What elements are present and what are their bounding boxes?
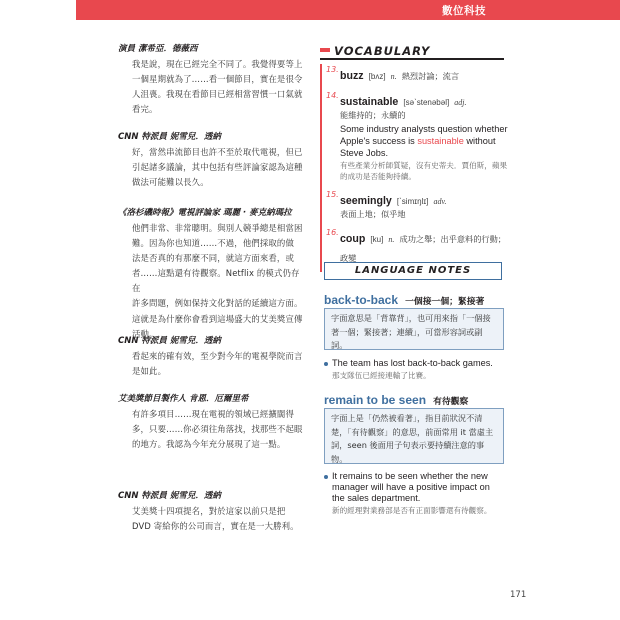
example-sentence: The team has lost back-to-back games. <box>332 358 493 368</box>
vocab-number: 14. <box>326 91 339 100</box>
speech-line: 的地方。我認為今年充分展現了這一點。 <box>132 439 286 450</box>
bullet-icon <box>324 475 328 479</box>
speech-line: 活動。 <box>132 328 158 339</box>
speech-line: 看完。 <box>132 104 158 115</box>
vocabulary-title: VOCABULARY <box>334 44 431 58</box>
section-title: 數位科技 <box>442 5 486 17</box>
pen-icon <box>320 48 330 52</box>
vocab-example-highlight: sustainable <box>417 136 464 146</box>
speaker-name: 《洛杉磯時報》電視評論家 瑪麗 · 麥克納瑪拉 <box>118 208 292 218</box>
page-number: 171 <box>510 590 527 600</box>
speech-text <box>132 57 308 117</box>
vocab-example-text: without Steve Jobs. <box>340 136 496 158</box>
speech-line: 引起諸多議論，其中包括有些評論家認為這種 <box>132 162 303 173</box>
vocab-definition: 熱烈討論；流言 <box>401 71 460 81</box>
phrase-english: back-to-back <box>324 293 399 307</box>
note-phrase <box>324 389 504 408</box>
vocab-definition: 能維持的；永續的 <box>340 110 406 120</box>
vocabulary-header <box>320 42 504 60</box>
speech-line: 許多問題，例如保持文化對話的延續這方面。 <box>132 298 303 309</box>
note-phrase <box>324 289 504 308</box>
phrase-meaning: 有待觀察 <box>433 397 469 407</box>
phrase-english: remain to be seen <box>324 393 427 407</box>
speech-line: 好，當然串流節目也許不至於取代電視，但已 <box>132 147 303 157</box>
vocab-entry <box>326 227 510 265</box>
speech-line: 看起來的確有效，至少對今年的電視學院而言 <box>132 351 303 361</box>
vocab-entry <box>326 90 510 182</box>
speech-line: 難。因為你也知道……不過，他們採取的做 <box>132 238 294 249</box>
phrase-explanation: 字面意思是「背靠背」，也可用來指「一個接著一個；緊接著；連續」，可當形容詞或副詞。 <box>324 308 504 350</box>
vocab-definition: 表面上地；似乎地 <box>340 209 406 219</box>
transcript-block <box>118 334 308 379</box>
vocab-part-of-speech: adj. <box>454 98 467 107</box>
phrase-meaning: 一個接一個；緊接著 <box>405 297 485 307</box>
speech-line: DVD 寄給你的公司而言，實在是一大勝利。 <box>132 521 299 532</box>
speech-text <box>132 504 308 534</box>
transcript-block <box>118 42 308 117</box>
speaker-name: CNN 特派員 妮雪兒．透納 <box>118 336 221 346</box>
vocab-word: sustainable <box>340 96 399 108</box>
header-bar <box>76 0 620 20</box>
speaker-name: 演員 潔希亞．德薇西 <box>118 44 198 54</box>
example-sentence: It remains to be seen whether the new manager will have a positive impact on the sales department. <box>332 471 490 503</box>
speech-line: 有許多項目……現在電視的領域已經擴闊得 <box>132 409 294 419</box>
speech-line: 法是否真的有那麼不同，就這方面來看，或 <box>132 253 294 264</box>
speech-line: 者……這點還有待觀察。Netflix 的模式仍存在 <box>132 268 300 294</box>
vocab-pronunciation: [bʌz] <box>368 72 386 81</box>
example-translation: 新的經理對業務部是否有正面影響還有待觀察。 <box>332 506 492 515</box>
vocabulary-list <box>320 64 510 272</box>
speech-line: 多，只要……你必須往角落找，找那些不起眼 <box>132 424 303 435</box>
transcript-block <box>118 206 308 342</box>
vocab-pronunciation: [səˋstenəbəl] <box>403 98 450 107</box>
phrase-example <box>324 471 504 516</box>
speaker-name: 艾美獎節目製作人 肯恩．厄爾里希 <box>118 394 249 404</box>
bullet-icon <box>324 362 328 366</box>
phrase-example <box>324 358 504 381</box>
vocab-word: seemingly <box>340 195 392 207</box>
vocab-pronunciation: [ˋsimɪŋlɪ] <box>396 197 429 206</box>
vocab-word: coup <box>340 233 366 245</box>
vocab-entry <box>326 64 510 83</box>
vocab-part-of-speech: n. <box>388 235 395 244</box>
speech-line: 他們非常、非常聰明。與別人競爭總是相當困 <box>132 223 303 233</box>
speaker-name: CNN 特派員 妮雪兒．透納 <box>118 132 221 142</box>
vocab-number: 15. <box>326 190 339 199</box>
speech-line: 一個星期就為了……看一個節目，實在是很令 <box>132 74 303 85</box>
speech-line: 這就是為什麼你會看到這場盛大的艾美獎宣傳 <box>132 313 303 324</box>
vocab-example <box>340 123 510 159</box>
speech-line: 做法可能難以長久。 <box>132 177 209 188</box>
vocab-example-text: Some industry analysts question whether Apple's success is <box>340 124 508 146</box>
vocab-part-of-speech: adv. <box>433 197 447 206</box>
vocab-entry <box>326 189 510 220</box>
speech-text <box>132 221 308 342</box>
speech-text <box>132 145 308 190</box>
transcript-block <box>118 130 308 190</box>
vocab-number: 13. <box>326 65 339 74</box>
vocab-pronunciation: [ku] <box>370 235 384 244</box>
vocab-example-translation: 有些產業分析師質疑，沒有史蒂夫．賈伯斯，蘋果的成功是否能夠持續。 <box>340 161 508 181</box>
transcript-block <box>118 489 308 534</box>
vocab-word: buzz <box>340 70 364 82</box>
language-notes-title: LANGUAGE NOTES <box>354 265 472 276</box>
vocab-number: 16. <box>326 228 339 237</box>
speech-line: 艾美獎十四項提名，對於這家以前只是把 <box>132 506 286 516</box>
speaker-name: CNN 特派員 妮雪兒．透納 <box>118 491 221 501</box>
phrase-explanation: 字面上是「仍然被看著」，指目前狀況不清楚，「有待觀察」的意思，前面常用 it 當虛主詞，seen 後面用子句表示要持續注意的事物。 <box>324 408 504 464</box>
vocab-definition: 成功之舉；出乎意料的行動；政變 <box>340 234 506 263</box>
speech-line: 我是說，現在已經完全不同了。我覺得要等上 <box>132 59 303 69</box>
transcript-block <box>118 392 308 452</box>
example-translation: 那支隊伍已經接連輸了比賽。 <box>332 371 431 380</box>
speech-text <box>132 407 308 452</box>
speech-text <box>132 349 308 379</box>
speech-line: 是如此。 <box>132 366 167 377</box>
language-notes-header <box>324 262 502 280</box>
vocab-part-of-speech: n. <box>390 72 397 81</box>
speech-line: 人沮喪。我現在看節目已經相當習慣一口氣就 <box>132 89 303 100</box>
